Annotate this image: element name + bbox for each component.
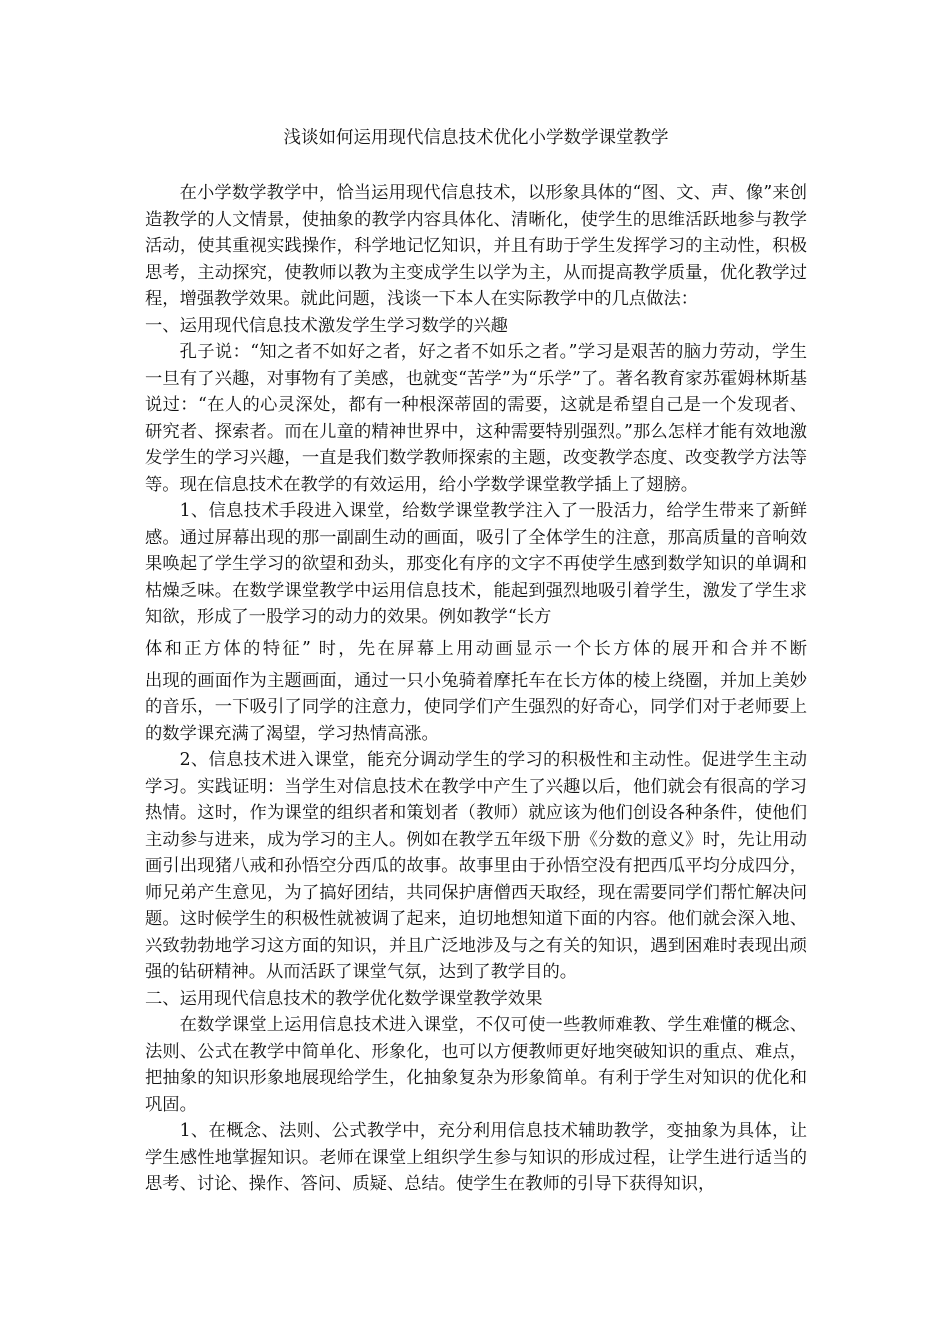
section2-paragraph-1: 在数学课堂上运用信息技术进入课堂，不仅可使一些教师难教、学生难懂的概念、法则、公式在教学中简单化、形象化，也可以方便教师更好地突破知识的重点、难点，把抽象的知识形象地展现给学生，化抽象复杂为形象简单。有利于学生对知识的优化和巩固。 bbox=[145, 1015, 807, 1115]
section1-paragraph-1: 孔子说：“知之者不如好之者，好之者不如乐之者。”学习是艰苦的脑力劳动，学生一旦有了兴趣，对事物有了美感，也就变“苦学”为“乐学”了。著名教育家苏霍姆林斯基说过：“在人的心灵深处，都有一种根深蒂固的需要，这就是希望自己是一个发现者、研究者、探索者。而在儿童的精神世界中，这种需要特别强烈。”那么怎样才能有效地激发学生的学习兴趣，一直是我们数学教师探索的主题，改变教学态度、改变教学方法等等。现在信息技术在教学的有效运用，给小学数学课堂教学插上了翅膀。 bbox=[145, 342, 807, 495]
section-heading-2: 二、运用现代信息技术的教学优化数学课堂教学效果 bbox=[145, 988, 543, 1009]
section-heading-1: 一、运用现代信息技术激发学生学习数学的兴趣 bbox=[145, 315, 508, 336]
intro-paragraph: 在小学数学教学中，恰当运用现代信息技术，以形象具体的“图、文、声、像”来创造教学的人文情景，使抽象的教学内容具体化、清晰化，使学生的思维活跃地参与教学活动，使其重视实践操作，科学地记忆知识，并且有助于学生发挥学习的主动性，积极思考，主动探究，使教师以教为主变成学生以学为主，从而提高教学质量，优化教学过程，增强教学效果。就此问题，浅谈一下本人在实际教学中的几点做法： bbox=[145, 183, 807, 309]
document-title: 浅谈如何运用现代信息技术优化小学数学课堂教学 bbox=[283, 128, 669, 148]
document-page bbox=[145, 124, 807, 1198]
section1-paragraph-2-line: 体和正方体的特征” 时，先在屏幕上用动画显示一个长方体的展开和合并不断 bbox=[145, 638, 807, 659]
section1-paragraph-2-cont: 出现的画面作为主题画面，通过一只小兔骑着摩托车在长方体的棱上绕圈，并加上美妙的音乐，一下吸引了同学的注意力，使同学们产生强烈的好奇心，同学们对于老师要上的数学课充满了渴望，学习热情高涨。 bbox=[145, 670, 807, 744]
section1-paragraph-3: 2、信息技术进入课堂，能充分调动学生的学习的积极性和主动性。促进学生主动学习。实践证明：当学生对信息技术在教学中产生了兴趣以后，他们就会有很高的学习热情。这时，作为课堂的组织者和策划者（教师）就应该为他们创设各种条件，使他们主动参与进来，成为学习的主人。例如在教学五年级下册《分数的意义》时，先让用动画引出现猪八戒和孙悟空分西瓜的故事。故事里由于孙悟空没有把西瓜平均分成四分，师兄弟产生意见，为了搞好团结，共同保护唐僧西天取经，现在需要同学们帮忙解决问题。这时候学生的积极性就被调了起来，迫切地想知道下面的内容。他们就会深入地、兴致勃勃地学习这方面的知识，并且广泛地涉及与之有关的知识，遇到困难时表现出顽强的钻研精神。从而活跃了课堂气氛，达到了教学目的。 bbox=[145, 750, 807, 982]
section2-paragraph-2: 1、在概念、法则、公式教学中，充分利用信息技术辅助教学，变抽象为具体，让学生感性地掌握知识。老师在课堂上组织学生参与知识的形成过程，让学生进行适当的思考、讨论、操作、答问、质疑、总结。使学生在教师的引导下获得知识， bbox=[145, 1121, 807, 1194]
section1-paragraph-2: 1、信息技术手段进入课堂，给数学课堂教学注入了一股活力，给学生带来了新鲜感。通过屏幕出现的那一副副生动的画面，吸引了全体学生的注意，那高质量的音响效果唤起了学生学习的欲望和劲头，那变化有序的文字不再使学生感到数学知识的单调和枯燥乏味。在数学课堂教学中运用信息技术，能起到强烈地吸引着学生，激发了学生求知欲，形成了一股学习的动力的效果。例如教学“长方 bbox=[145, 501, 807, 627]
